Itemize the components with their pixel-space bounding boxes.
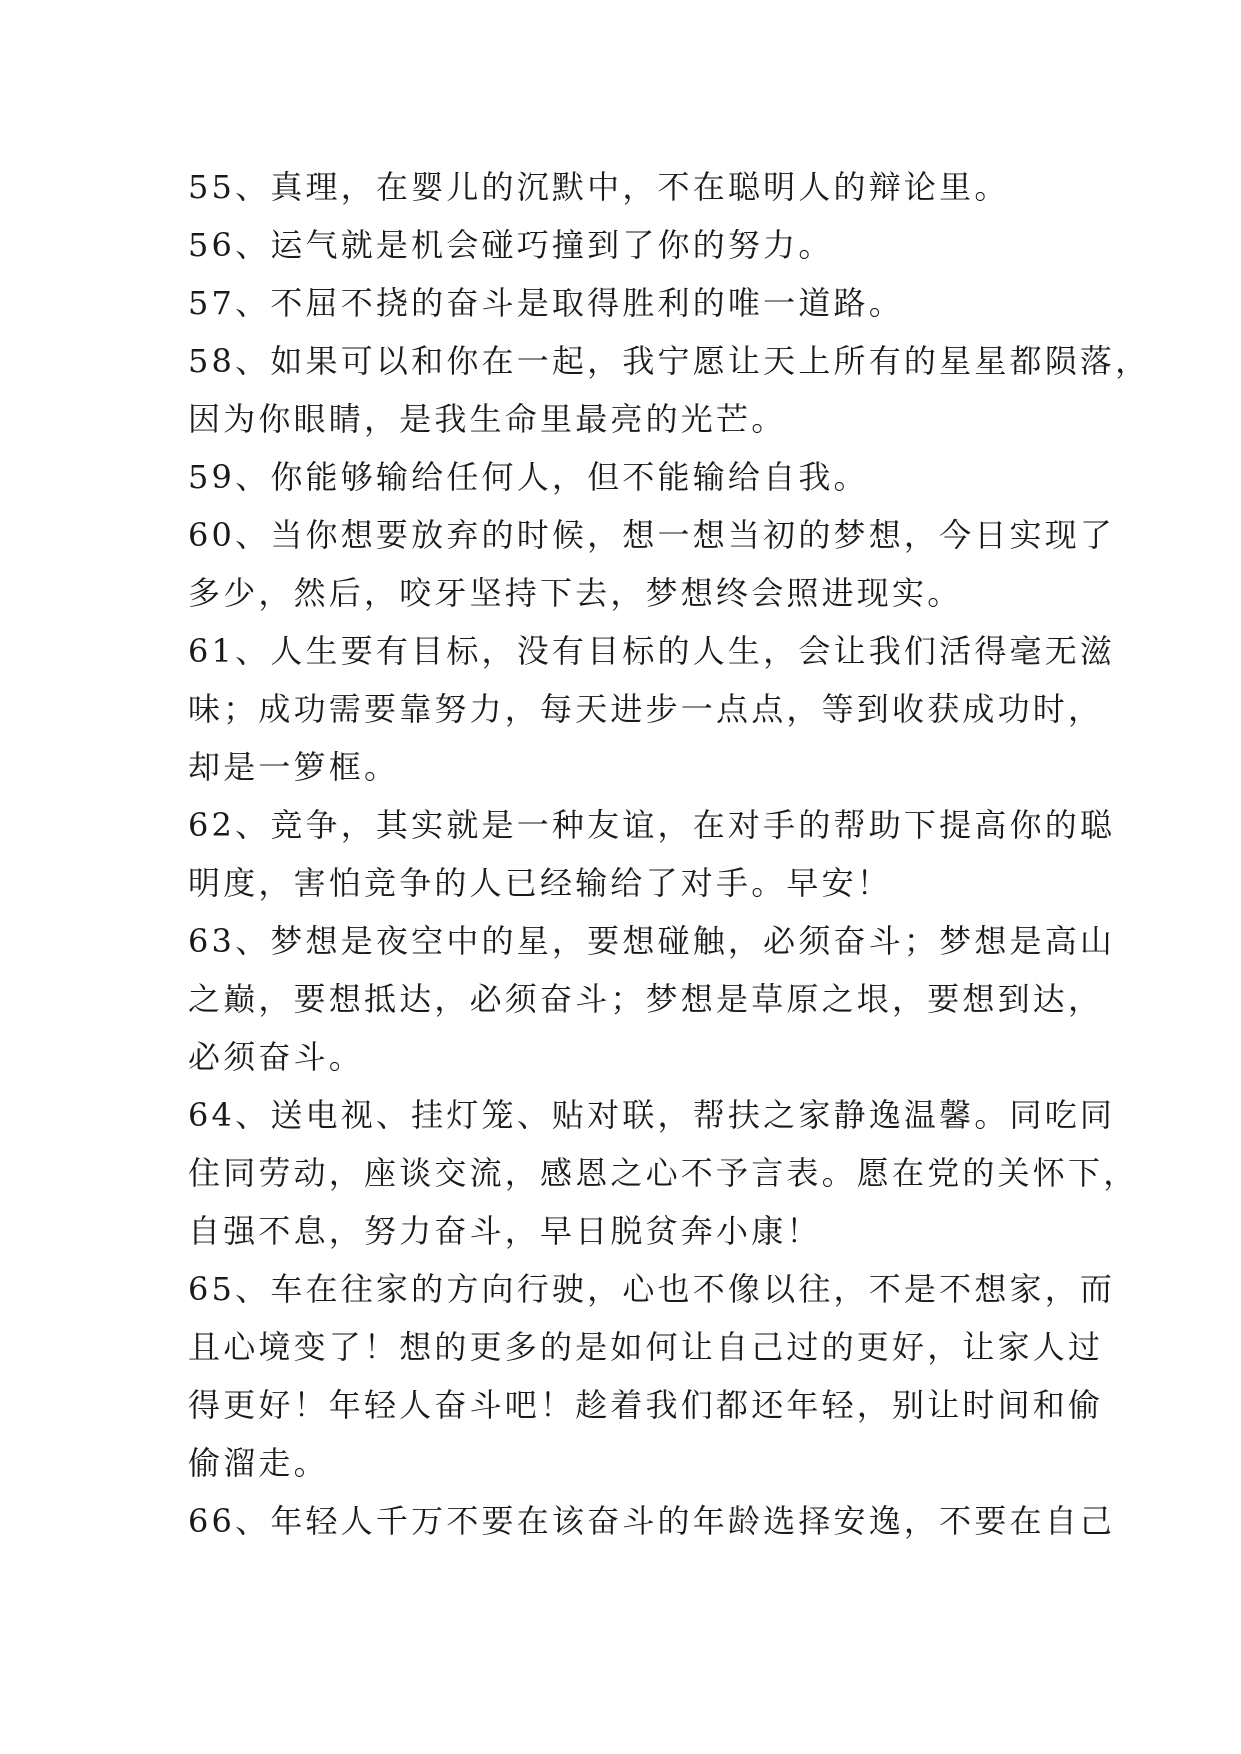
text-line: 60、当你想要放弃的时候，想一想当初的梦想，今日实现了 (188, 516, 1116, 554)
text-line: 64、送电视、挂灯笼、贴对联，帮扶之家静逸温馨。同吃同 (188, 1096, 1116, 1134)
text-line: 多少，然后，咬牙坚持下去，梦想终会照进现实。 (188, 574, 963, 612)
text-line: 必须奋斗。 (188, 1038, 365, 1076)
text-line: 住同劳动，座谈交流，感恩之心不予言表。愿在党的关怀下， (188, 1154, 1139, 1192)
text-line: 明度，害怕竞争的人已经输给了对手。早安！ (188, 864, 893, 902)
text-line: 57、不屈不挠的奋斗是取得胜利的唯一道路。 (188, 284, 904, 322)
text-line: 自强不息，努力奋斗，早日脱贫奔小康！ (188, 1212, 822, 1250)
text-line: 味；成功需要靠努力，每天进步一点点，等到收获成功时， (188, 690, 1104, 728)
text-line: 56、运气就是机会碰巧撞到了你的努力。 (188, 226, 834, 264)
text-line: 59、你能够输给任何人，但不能输给自我。 (188, 458, 869, 496)
text-line: 66、年轻人千万不要在该奋斗的年龄选择安逸，不要在自己 (188, 1502, 1116, 1540)
text-line: 58、如果可以和你在一起，我宁愿让天上所有的星星都陨落， (188, 342, 1151, 380)
text-line: 因为你眼睛，是我生命里最亮的光芒。 (188, 400, 787, 438)
text-line: 却是一箩框。 (188, 748, 400, 786)
text-line: 且心境变了！想的更多的是如何让自己过的更好，让家人过 (188, 1328, 1104, 1366)
document-body (188, 158, 1151, 1550)
text-line: 63、梦想是夜空中的星，要想碰触，必须奋斗；梦想是高山 (188, 922, 1116, 960)
text-line: 62、竞争，其实就是一种友谊，在对手的帮助下提高你的聪 (188, 806, 1116, 844)
text-line: 之巅，要想抵达，必须奋斗；梦想是草原之垠，要想到达， (188, 980, 1104, 1018)
text-line: 65、车在往家的方向行驶，心也不像以往，不是不想家，而 (188, 1270, 1116, 1308)
text-line: 偷溜走。 (188, 1444, 329, 1482)
text-line: 61、人生要有目标，没有目标的人生，会让我们活得毫无滋 (188, 632, 1116, 670)
text-line: 得更好！年轻人奋斗吧！趁着我们都还年轻，别让时间和偷 (188, 1386, 1104, 1424)
text-line: 55、真理，在婴儿的沉默中，不在聪明人的辩论里。 (188, 168, 1010, 206)
